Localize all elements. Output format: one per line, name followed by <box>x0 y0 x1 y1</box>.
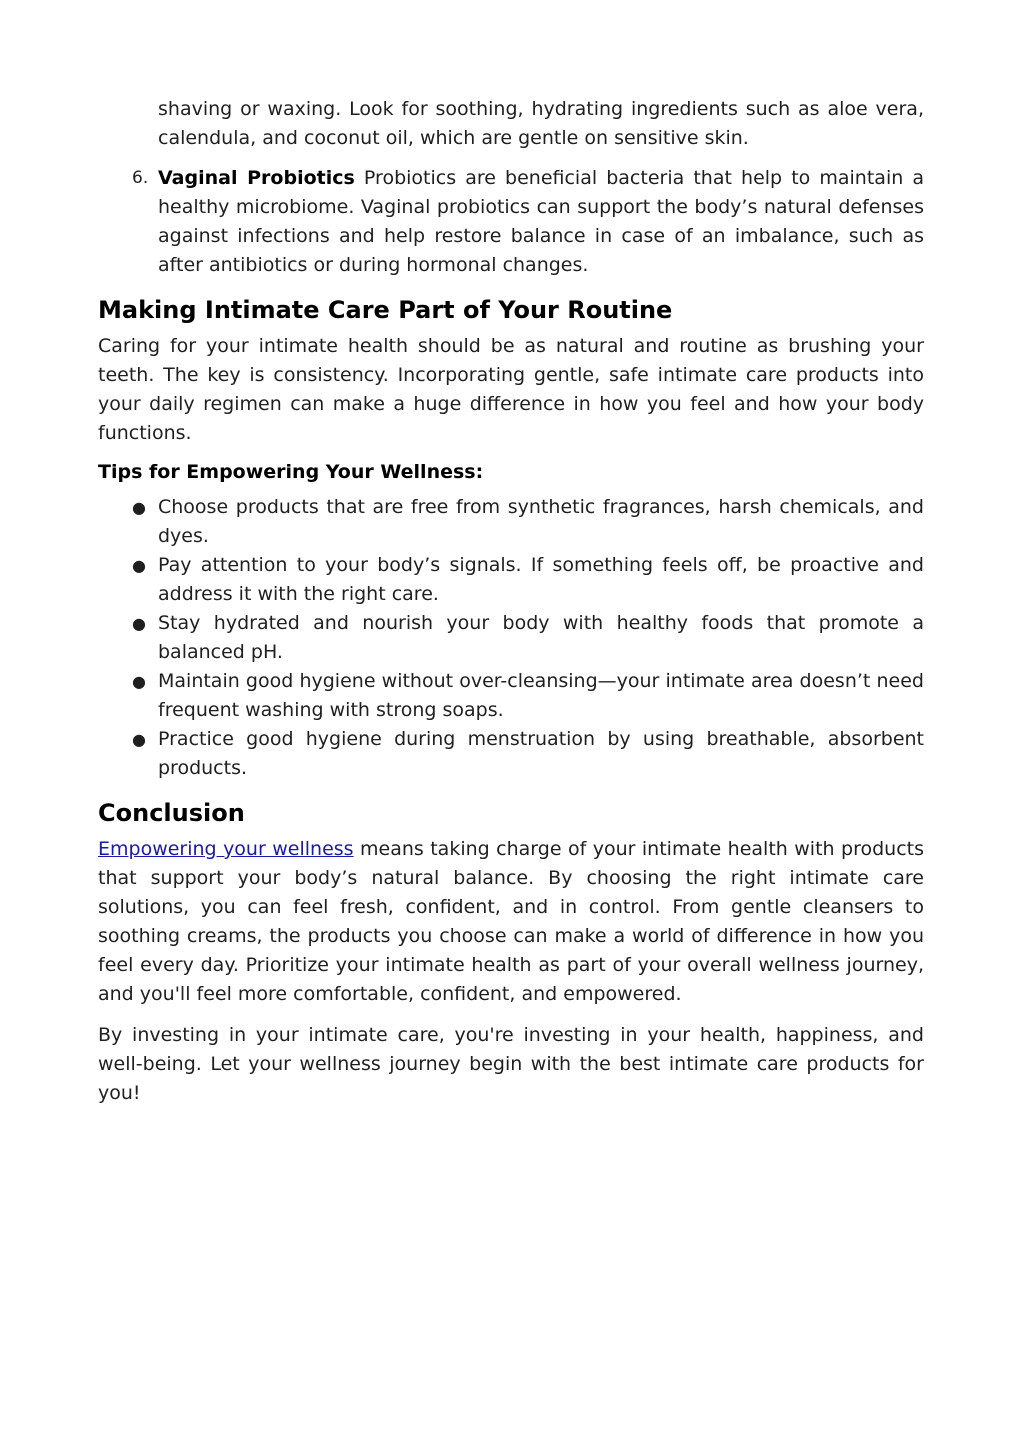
bullet-icon: ● <box>132 672 146 691</box>
list-item-title: Vaginal Probiotics <box>158 167 355 189</box>
bullet-icon: ● <box>132 614 146 633</box>
list-item-continuation: shaving or waxing. Look for soothing, hydrating ingredients such as aloe vera, calendula, and coconut oil, which are gentle on sensitive skin. <box>158 98 924 149</box>
tip-text: Stay hydrated and nourish your body with healthy foods that promote a balanced pH. <box>158 612 924 663</box>
tip-text: Pay attention to your body’s signals. If something feels off, be proactive and address it with the right care. <box>158 554 924 605</box>
tip-item <box>132 609 924 667</box>
conclusion-paragraph-1-text: means taking charge of your intimate health with products that support your body’s natural balance. By choosing the right intimate care solutions, you can feel fresh, confident, and in control. From gentle cleansers to soothing creams, the products you choose can make a world of difference in how you feel every day. Prioritize your intimate health as part of your overall wellness journey, and you'll feel more comfortable, confident, and empowered. <box>98 838 924 1005</box>
section-heading-routine: Making Intimate Care Part of Your Routine <box>98 296 673 324</box>
routine-paragraph: Caring for your intimate health should be as natural and routine as brushing your teeth. The key is consistency. Incorporating gentle, safe intimate care products into your daily regimen can make a huge difference in how you feel and how your body functions. <box>98 335 924 444</box>
conclusion-paragraph-1 <box>98 835 924 1009</box>
tip-text: Maintain good hygiene without over-cleansing—your intimate area doesn’t need frequent washing with strong soaps. <box>158 670 924 721</box>
tip-text: Practice good hygiene during menstruation by using breathable, absorbent products. <box>158 728 924 779</box>
section-heading-conclusion: Conclusion <box>98 799 245 827</box>
bullet-icon: ● <box>132 556 146 575</box>
tip-item <box>132 725 924 783</box>
tip-item <box>132 551 924 609</box>
bullet-icon: ● <box>132 498 146 517</box>
document-page <box>98 95 924 1108</box>
list-item-text: Probiotics are beneficial bacteria that help to maintain a healthy microbiome. Vaginal probiotics can support the body’s natural defenses against infections and help restore balance in case of an imbalance, such as after antibiotics or during hormonal changes. <box>158 167 925 276</box>
tip-item <box>132 493 924 551</box>
empowering-wellness-link[interactable]: Empowering your wellness <box>98 838 354 860</box>
tip-item <box>132 667 924 725</box>
conclusion-paragraph-2: By investing in your intimate care, you're investing in your health, happiness, and well-being. Let your wellness journey begin with the best intimate care products for you! <box>98 1024 924 1104</box>
bullet-icon: ● <box>132 730 146 749</box>
tips-list <box>98 493 924 783</box>
tip-text: Choose products that are free from synthetic fragrances, harsh chemicals, and dyes. <box>158 496 924 547</box>
list-number: 6. <box>132 168 149 188</box>
tips-heading: Tips for Empowering Your Wellness: <box>98 461 484 483</box>
list-item-vaginal-probiotics <box>132 164 925 280</box>
